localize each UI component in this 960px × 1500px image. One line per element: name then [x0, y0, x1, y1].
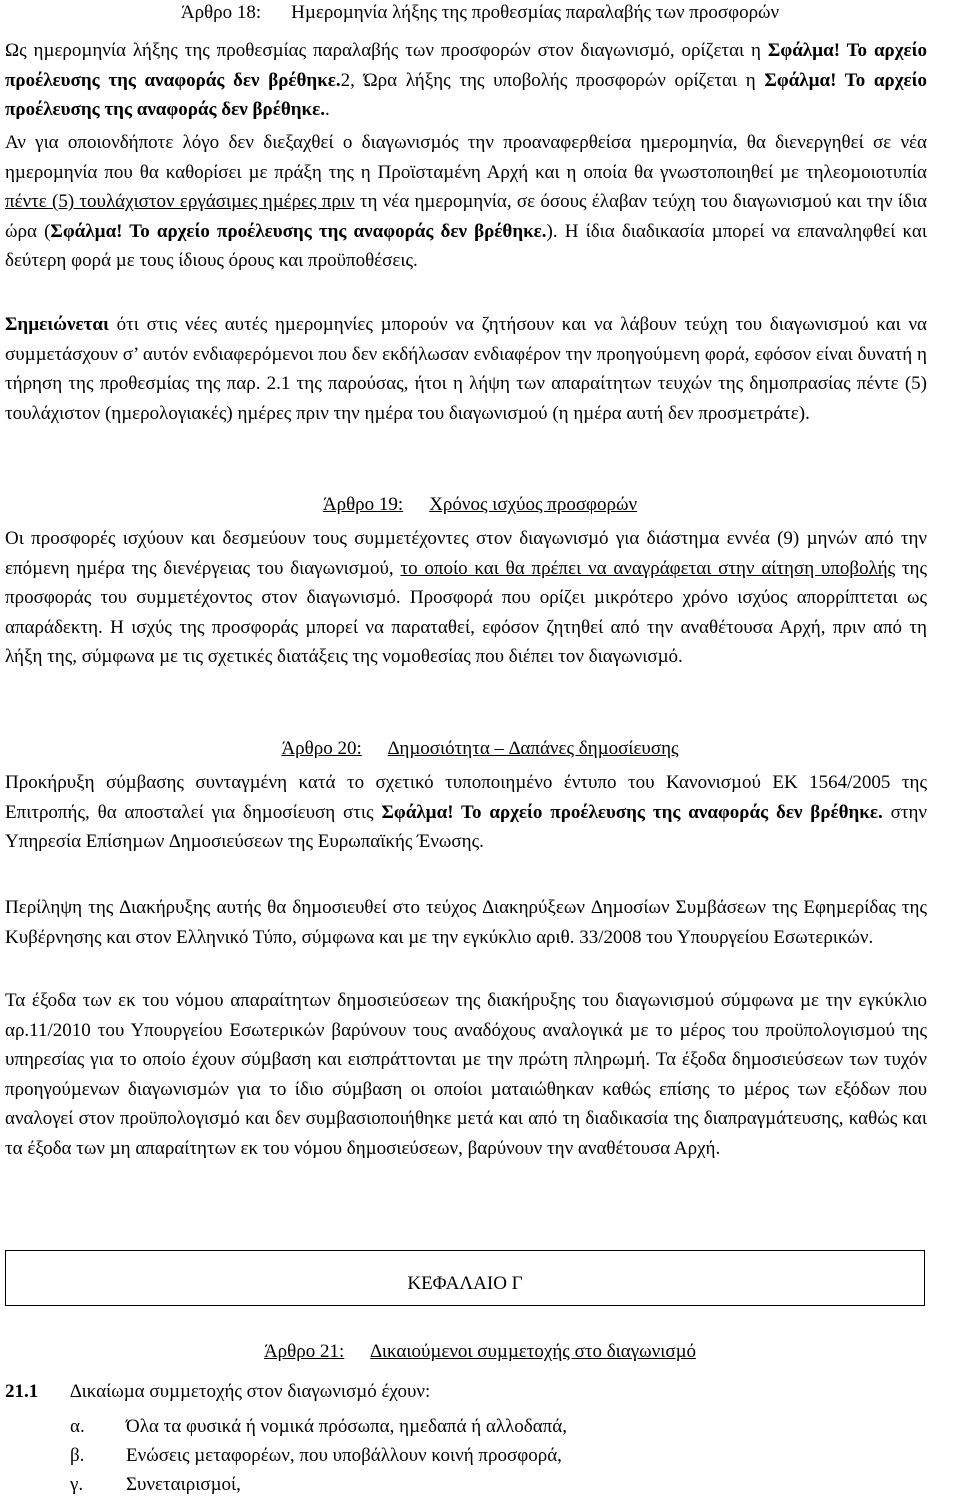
- list-item: [70, 1470, 241, 1500]
- list-marker: β.: [70, 1445, 85, 1466]
- clause-number: 21.1: [5, 1381, 39, 1402]
- article-20-paragraph-3: Τα έξοδα των εκ του νόµου απαραίτητων δηµοσιεύσεων της διακήρυξης του διαγωνισµού σύµφωνα µε την εγκύκλιο αρ.11/2010 του Υπουργείου Εσωτερικών βαρύνουν τους αναδόχους αναλογικά µε το µέρος του προϋπολογισµού της υπηρεσίας για το οποίο έχουν σύµβαση και εισπράττονται µε την πρώτη πληρωµή. Τα έξοδα δηµοσιεύσεων των τυχόν προηγούµενων διαγωνισµών για το ίδιο σύµβαση οι οποίοι µαταιώθηκαν καθώς επίσης το µέρος των εξόδων που αναλογεί στον προϋπολογισµό και δεν συµβασιοποιήθηκε µετά και από τη διαδικασία της διαπραγµάτευσης, καθώς και τα έξοδα των µη απαραίτητων εκ του νόµου δηµοσιεύσεων, βαρύνουν την αναθέτουσα Αρχή.: [5, 990, 927, 1159]
- article-20-paragraph-2: Περίληψη της ∆ιακήρυξης αυτής θα δηµοσιευθεί στο τεύχος ∆ιακηρύξεων ∆ηµοσίων Συµβάσεων της Εφηµερίδας της Κυβέρνησης και στον Ελληνικό Τύπο, σύµφωνα και µε την εγκύκλιο αριθ. 33/2008 του Υπουργείου Εσωτερικών.: [5, 897, 927, 948]
- chapter-title: ΚΕΦΑΛΑΙΟ Γ: [407, 1273, 523, 1294]
- reference-error: Σφάλµα! Το αρχείο προέλευσης της αναφοράς δεν βρέθηκε.: [5, 69, 927, 121]
- reference-error: Σφάλµα! Το αρχείο προέλευσης της αναφοράς δεν βρέθηκε.: [5, 40, 928, 91]
- list-marker: α.: [70, 1416, 85, 1437]
- article-18-number: Άρθρο 18:: [180, 2, 262, 23]
- deadline-underlined: πέντε (5) τουλάχιστον εργάσιµες ηµέρες πριν: [5, 191, 355, 213]
- article-18-heading: [0, 0, 960, 28]
- article-19-heading: [0, 490, 960, 520]
- chapter-box: [5, 1250, 925, 1306]
- article-21-number: Άρθρο 21:: [263, 1341, 345, 1362]
- validity-underlined: το οποίο και θα πρέπει να αναγράφεται στην αίτηση υποβολής: [400, 557, 896, 579]
- article-20-number: Άρθρο 20:: [281, 738, 362, 759]
- article-19-number: Άρθρο 19:: [322, 494, 404, 515]
- article-18-paragraph-1: Ως ηµεροµηνία λήξης της προθεσµίας παραλαβής των προσφορών στον διαγωνισµό, ορίζεται η Σφάλµα! Το αρχείο προέλευσης της αναφοράς δεν βρέθηκε.2, Ώρα λήξης της υποβολής προσφορών ορίζεται η Σφάλµα! Το αρχείο προέλευσης της αναφοράς δεν βρέθηκε..: [5, 40, 928, 121]
- list-item-text: Ενώσεις µεταφορέων, που υποβάλλουν κοινή προσφορά,: [126, 1445, 562, 1466]
- article-21-heading: [0, 1337, 960, 1367]
- article-18-title: Ηµεροµηνία λήξης της προθεσµίας παραλαβής των προσφορών: [291, 2, 780, 23]
- list-item: [70, 1412, 567, 1442]
- list-item-text: Συνεταιρισµοί,: [126, 1474, 241, 1495]
- reference-error: Σφάλµα! Το αρχείο προέλευσης της αναφοράς δεν βρέθηκε.: [381, 801, 883, 823]
- list-item-text: Όλα τα φυσικά ή νοµικά πρόσωπα, ηµεδαπά ή αλλοδαπά,: [126, 1416, 567, 1437]
- article-20-title: ∆ηµοσιότητα – ∆απάνες δηµοσίευσης: [387, 738, 679, 759]
- article-18-paragraph-3: Σηµειώνεται ότι στις νέες αυτές ηµεροµηνίες µπορούν να ζητήσουν και να λάβουν τεύχη του διαγωνισµού και να συµµετάσχουν σ’ αυτόν ενδιαφερόµενοι που δεν εκδήλωσαν ενδιαφέρον την προηγούµενη φορά, εφόσον είναι δυνατή η τήρηση της προθεσµίας της παρ. 2.1 της παρούσας, ήτοι η λήψη των απαραίτητων τευχών της δηµοπρασίας πέντε (5) τουλάχιστον (ηµερολογιακές) ηµέρες πριν την ηµέρα του διαγωνισµού (η ηµέρα αυτή δεν προσµετράτε).: [5, 314, 927, 424]
- article-19-paragraph: Οι προσφορές ισχύουν και δεσµεύουν τους συµµετέχοντες στον διαγωνισµό για διάστηµα εννέα (9) µηνών από την επόµενη ηµέρα της διενέργειας του διαγωνισµού, το οποίο και θα πρέπει να αναγράφεται στην αίτηση υποβολής της προσφοράς του συµµετέχοντος στον διαγωνισµό. Προσφορά που ορίζει µικρότερο χρόνο ισχύος απορρίπτεται ως απαράδεκτη. Η ισχύς της προσφοράς µπορεί να παραταθεί, εφόσον ζητηθεί από την αναθέτουσα Αρχή, πριν από τη λήξη της, σύµφωνα µε τις σχετικές διατάξεις της νοµοθεσίας που διέπει τον διαγωνισµό.: [5, 528, 928, 668]
- article-18-paragraph-2: Αν για οποιονδήποτε λόγο δεν διεξαχθεί ο διαγωνισµός την προαναφερθείσα ηµεροµηνία, θα διενεργηθεί σε νέα ηµεροµηνία που θα καθορίσει µε πράξη της η Προϊσταµένη Αρχή και η οποία θα γνωστοποιηθεί µε τηλεοµοιοτυπία πέντε (5) τουλάχιστον εργάσιµες ηµέρες πριν τη νέα ηµεροµηνία, σε όσους έλαβαν τεύχη του διαγωνισµού και την ίδια ώρα (Σφάλµα! Το αρχείο προέλευσης της αναφοράς δεν βρέθηκε.). Η ίδια διαδικασία µπορεί να επαναληφθεί και δεύτερη φορά µε τους ίδιους όρους και προϋποθέσεις.: [5, 132, 928, 272]
- article-20-heading: [0, 734, 960, 764]
- list-item: [70, 1441, 562, 1471]
- list-marker: γ.: [70, 1474, 84, 1495]
- reference-error: Σφάλµα! Το αρχείο προέλευσης της αναφοράς δεν βρέθηκε.: [50, 220, 547, 242]
- article-20-paragraph-1: Προκήρυξη σύµβασης συνταγµένη κατά το σχετικό τυποποιηµένο έντυπο του Κανονισµού ΕΚ 1564/2005 της Επιτροπής, θα αποσταλεί για δηµοσίευση στις Σφάλµα! Το αρχείο προέλευσης της αναφοράς δεν βρέθηκε. στην Υπηρεσία Επίσηµων ∆ηµοσιεύσεων της Ευρωπαϊκής Ένωσης.: [5, 772, 928, 853]
- clause-text: ∆ικαίωµα συµµετοχής στον διαγωνισµό έχουν:: [70, 1381, 431, 1402]
- note-label: Σηµειώνεται: [5, 314, 109, 335]
- article-21-title: ∆ικαιούµενοι συµµετοχής στο διαγωνισµό: [370, 1341, 697, 1362]
- article-19-title: Χρόνος ισχύος προσφορών: [429, 494, 638, 515]
